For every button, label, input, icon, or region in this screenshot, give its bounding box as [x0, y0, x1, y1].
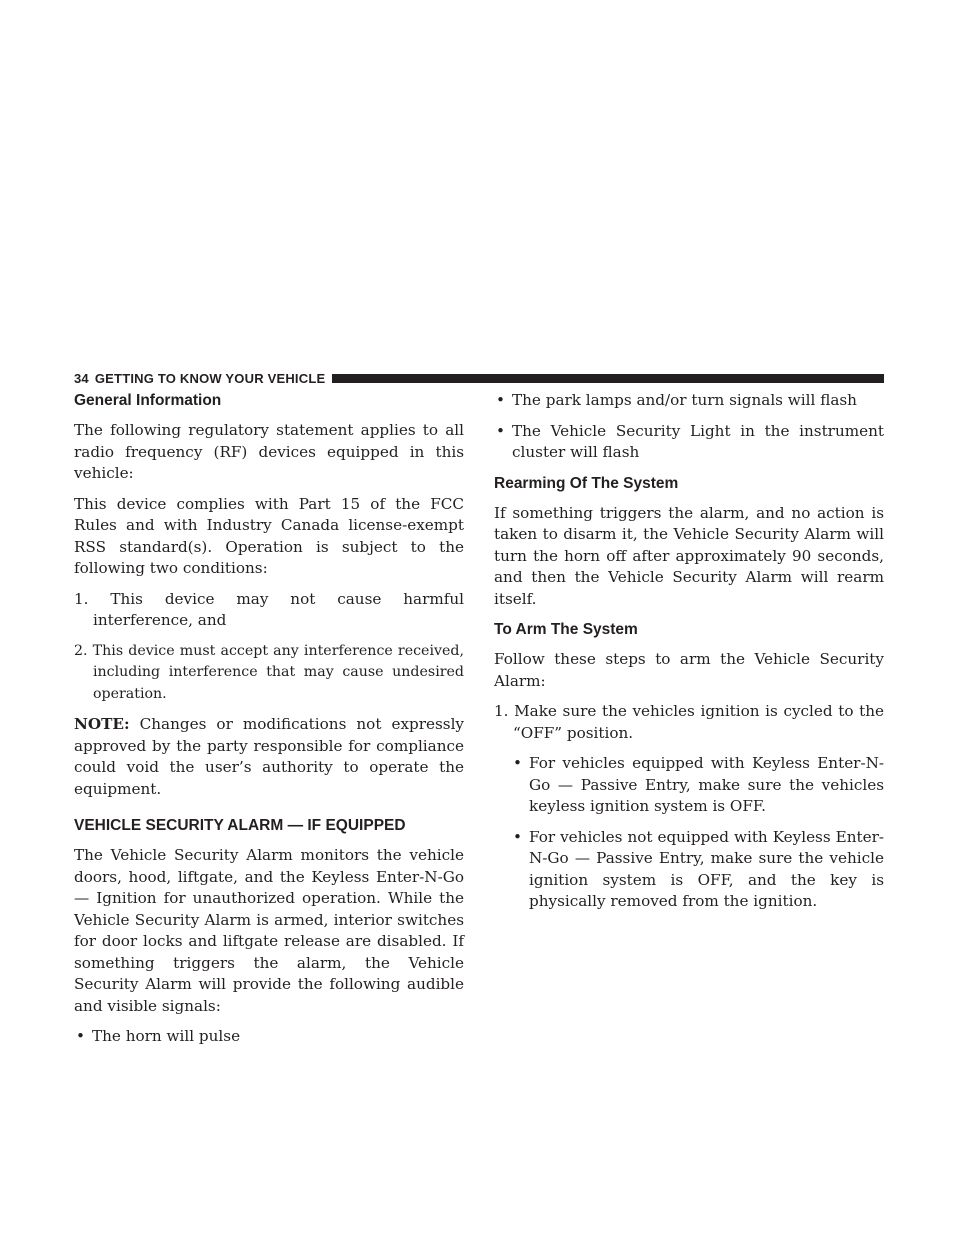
bullet-icon: •	[76, 1027, 85, 1045]
condition-item: 1. This device may not cause harmful interference, and	[74, 589, 464, 629]
section-title: GETTING TO KNOW YOUR VEHICLE	[94, 370, 326, 386]
bullet-icon: •	[496, 421, 505, 440]
page-number: 34	[74, 370, 89, 386]
list-item: • The park lamps and/or turn signals will flash	[494, 390, 884, 412]
list-item: • For vehicles not equipped with Keyless Enter-N-Go — Passive Entry, make sure the vehicle ignition system is OFF, and the key is physically removed from the ignition.	[494, 827, 884, 913]
paragraph: Follow these steps to arm the Vehicle Security Alarm:	[494, 650, 884, 690]
paragraph: This device complies with Part 15 of the FCC Rules and with Industry Canada license-exempt RSS standard(s). Operation is subject to the following two conditions:	[74, 494, 464, 577]
list-item: • The horn will pulse	[74, 1026, 464, 1048]
paragraph: The following regulatory statement applies to all radio frequency (RF) devices equipped in this vehicle:	[74, 421, 464, 482]
list-item: • The Vehicle Security Light in the instrument cluster will flash	[494, 421, 884, 464]
security-alarm-heading: VEHICLE SECURITY ALARM — IF EQUIPPED	[74, 817, 406, 834]
header-rule	[332, 374, 884, 383]
paragraph: The Vehicle Security Alarm monitors the vehicle doors, hood, liftgate, and the Keyless Enter-N-Go — Ignition for unauthorized operation. While the Vehicle Security Alarm is armed, interior switches for door locks and liftgate release are disabled. If something triggers the alarm, the Vehicle Security Alarm will provide the following audible and visible signals:	[74, 846, 464, 1015]
bullet-icon: •	[513, 754, 522, 772]
left-column	[74, 390, 464, 1057]
bullet-icon: •	[513, 827, 522, 846]
right-column	[494, 390, 884, 922]
paragraph: If something triggers the alarm, and no action is taken to disarm it, the Vehicle Security Alarm will turn the horn off after approximately 90 seconds, and then the Vehicle Security Alarm will rearm itself.	[494, 503, 884, 608]
page-header	[74, 370, 884, 386]
step-item: 1. Make sure the vehicles ignition is cycled to the “OFF” position.	[494, 702, 884, 742]
bullet-icon: •	[496, 391, 505, 409]
general-information-heading: General Information	[74, 392, 222, 409]
note	[74, 714, 464, 800]
condition-item: 2. This device must accept any interference received, including interference that may cause undesired operation.	[74, 642, 464, 702]
rearming-heading: Rearming Of The System	[494, 474, 679, 492]
list-item: • For vehicles equipped with Keyless Enter-N-Go — Passive Entry, make sure the vehicles keyless ignition system is OFF.	[494, 753, 884, 818]
note-text: Changes or modifications not expressly approved by the party responsible for compliance could void the user’s authority to operate the equipment.	[74, 715, 465, 798]
arm-system-heading: To Arm The System	[494, 621, 638, 638]
note-label: NOTE:	[74, 715, 130, 733]
